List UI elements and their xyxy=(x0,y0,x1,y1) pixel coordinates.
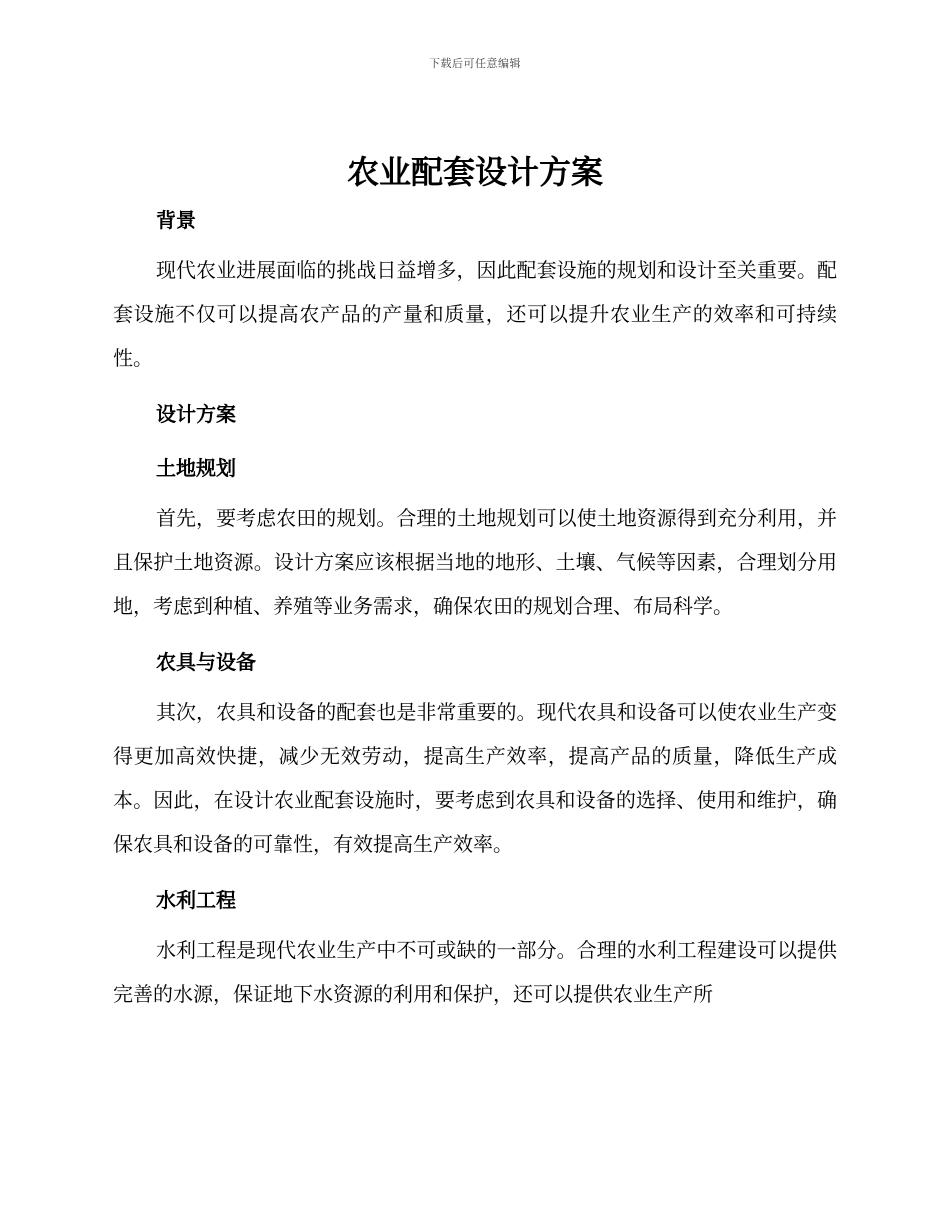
section-paragraph-equipment: 其次，农具和设备的配套也是非常重要的。现代农具和设备可以使农业生产变得更加高效快捷，减少无效劳动，提高生产效率，提高产品的质量，降低生产成本。因此，在设计农业配套设施时，要考虑到农具和设备的选择、使用和维护，确保农具和设备的可靠性，有效提高生产效率。 xyxy=(113,700,837,856)
section-heading-equipment: 农具与设备 xyxy=(156,650,256,674)
section-paragraph-land-planning: 首先，要考虑农田的规划。合理的土地规划可以使土地资源得到充分利用，并且保护土地资源。设计方案应该根据当地的地形、土壤、气候等因素，合理划分用地，考虑到种植、养殖等业务需求，确保农田的规划合理、布局科学。 xyxy=(113,506,837,618)
section-heading-water-conservancy: 水利工程 xyxy=(156,888,236,912)
section-paragraph-background: 现代农业进展面临的挑战日益增多，因此配套设施的规划和设计至关重要。配套设施不仅可以提高农产品的产量和质量，还可以提升农业生产的效率和可持续性。 xyxy=(113,258,837,370)
section-heading-design-plan: 设计方案 xyxy=(156,402,236,426)
section-heading-land-planning: 土地规划 xyxy=(156,456,236,480)
section-heading-background: 背景 xyxy=(156,208,196,232)
document-title: 农业配套设计方案 xyxy=(346,153,603,191)
header-note: 下载后可任意编辑 xyxy=(429,57,521,70)
document-body xyxy=(113,200,837,1016)
section-paragraph-water-conservancy: 水利工程是现代农业生产中不可或缺的一部分。合理的水利工程建设可以提供完善的水源，保证地下水资源的利用和保护，还可以提供农业生产所 xyxy=(113,938,837,1006)
